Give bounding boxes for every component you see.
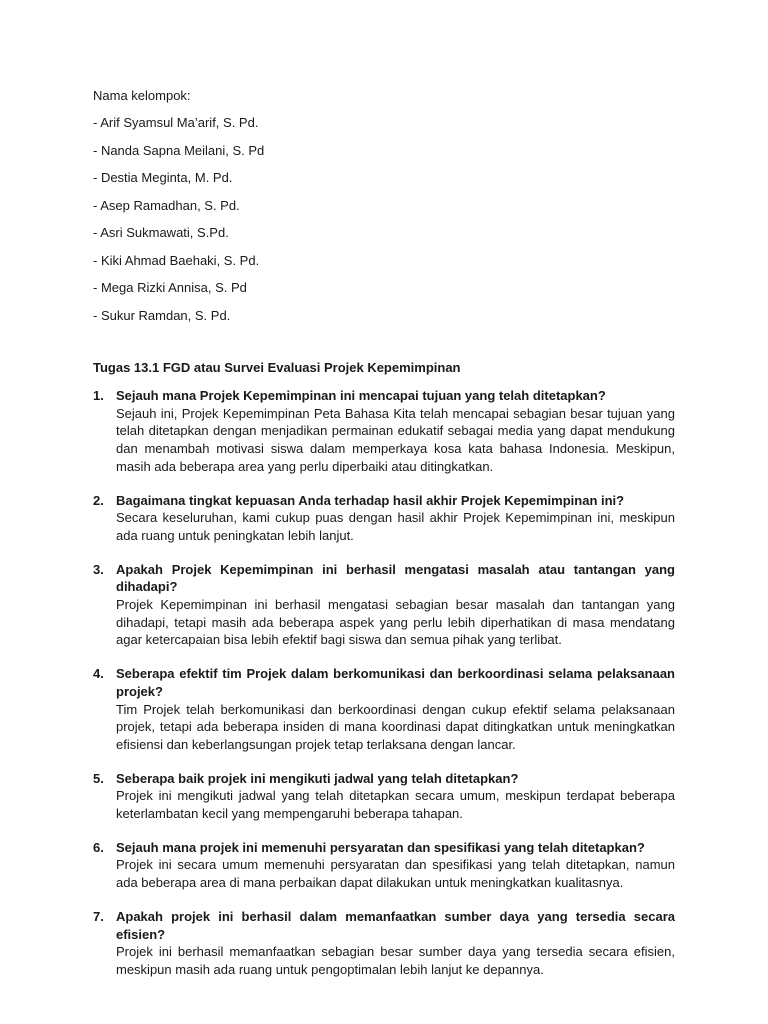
question-number: 4. [93, 666, 104, 682]
group-title: Nama kelompok: [93, 88, 191, 103]
question-number: 3. [93, 561, 104, 577]
member-item: - Nanda Sapna Meilani, S. Pd [93, 142, 265, 158]
answer-text: Projek ini mengikuti jadwal yang telah ditetapkan secara umum, meskipun terdapat beberapa keterlambatan kecil yang mempengaruhi beberapa tahapan. [116, 788, 675, 822]
member-item: - Destia Meginta, M. Pd. [93, 170, 233, 185]
question-number: 6. [93, 839, 104, 855]
group-members-section [93, 88, 264, 335]
member-item: - Asep Ramadhan, S. Pd. [93, 197, 240, 213]
question-text: Apakah projek ini berhasil dalam memanfaatkan sumber daya yang tersedia secara efisien? [116, 908, 675, 942]
answer-text: Sejauh ini, Projek Kepemimpinan Peta Bahasa Kita telah mencapai sebagian besar tujuan yang telah ditetapkan dengan menjadikan permainan edukatif sebagai media yang dapat mendukung dan menambah motivasi siswa dalam memperkaya kosa kata bahasa Indonesia. Meskipun, masih ada beberapa area yang perlu diperbaiki atau ditingkatkan. [116, 405, 675, 474]
question-item [93, 387, 675, 476]
question-text: Apakah Projek Kepemimpinan ini berhasil mengatasi masalah atau tantangan yang dihadapi? [116, 561, 675, 595]
question-item [93, 665, 675, 754]
member-item: - Mega Rizki Annisa, S. Pd [93, 280, 247, 295]
question-number: 2. [93, 492, 104, 508]
member-item: - Sukur Ramdan, S. Pd. [93, 307, 231, 323]
question-number: 1. [93, 388, 104, 403]
question-item [93, 492, 675, 545]
answer-text: Tim Projek telah berkomunikasi dan berkoordinasi dengan cukup efektif selama pelaksanaan projek, tetapi ada beberapa insiden di mana koordinasi dapat ditingkatkan untuk meningkatkan efisiensi dan keberlangsungan projek tetap terlaksana dengan lancar. [116, 701, 675, 752]
member-item: - Arif Syamsul Ma’arif, S. Pd. [93, 115, 259, 130]
question-text: Sejauh mana projek ini memenuhi persyaratan dan spesifikasi yang telah ditetapkan? [116, 839, 645, 855]
question-item [93, 908, 675, 979]
question-text: Seberapa efektif tim Projek dalam berkomunikasi dan berkoordinasi selama pelaksanaan projek? [116, 666, 675, 699]
question-number: 7. [93, 908, 104, 924]
answer-text: Projek ini secara umum memenuhi persyaratan dan spesifikasi yang telah ditetapkan, namun ada beberapa area di mana perbaikan dapat dilakukan untuk meningkatkan kualitasnya. [116, 857, 675, 891]
answer-text: Projek ini berhasil memanfaatkan sebagian besar sumber daya yang tersedia secara efisien, meskipun masih ada ruang untuk pengoptimalan lebih lanjut ke depannya. [116, 944, 675, 977]
member-item: - Kiki Ahmad Baehaki, S. Pd. [93, 252, 260, 268]
question-list [93, 387, 675, 995]
answer-text: Projek Kepemimpinan ini berhasil mengatasi sebagian besar masalah dan tantangan yang dihadapi, tetapi masih ada beberapa aspek yang perlu lebih diperhatikan di masa mendatang agar ketercapaian bisa lebih efektif bagi siswa dan semua pihak yang terlibat. [116, 597, 675, 648]
question-item [93, 561, 675, 650]
member-item: - Asri Sukmawati, S.Pd. [93, 225, 229, 240]
question-number: 5. [93, 770, 104, 786]
task-title: Tugas 13.1 FGD atau Survei Evaluasi Projek Kepemimpinan [93, 360, 461, 375]
question-item [93, 770, 675, 823]
question-text: Seberapa baik projek ini mengikuti jadwal yang telah ditetapkan? [116, 770, 519, 786]
question-text: Sejauh mana Projek Kepemimpinan ini mencapai tujuan yang telah ditetapkan? [116, 388, 606, 403]
question-text: Bagaimana tingkat kepuasan Anda terhadap hasil akhir Projek Kepemimpinan ini? [116, 492, 625, 508]
answer-text: Secara keseluruhan, kami cukup puas dengan hasil akhir Projek Kepemimpinan ini, meskipun ada ruang untuk peningkatan lebih lanjut. [116, 510, 675, 543]
question-item [93, 839, 675, 892]
